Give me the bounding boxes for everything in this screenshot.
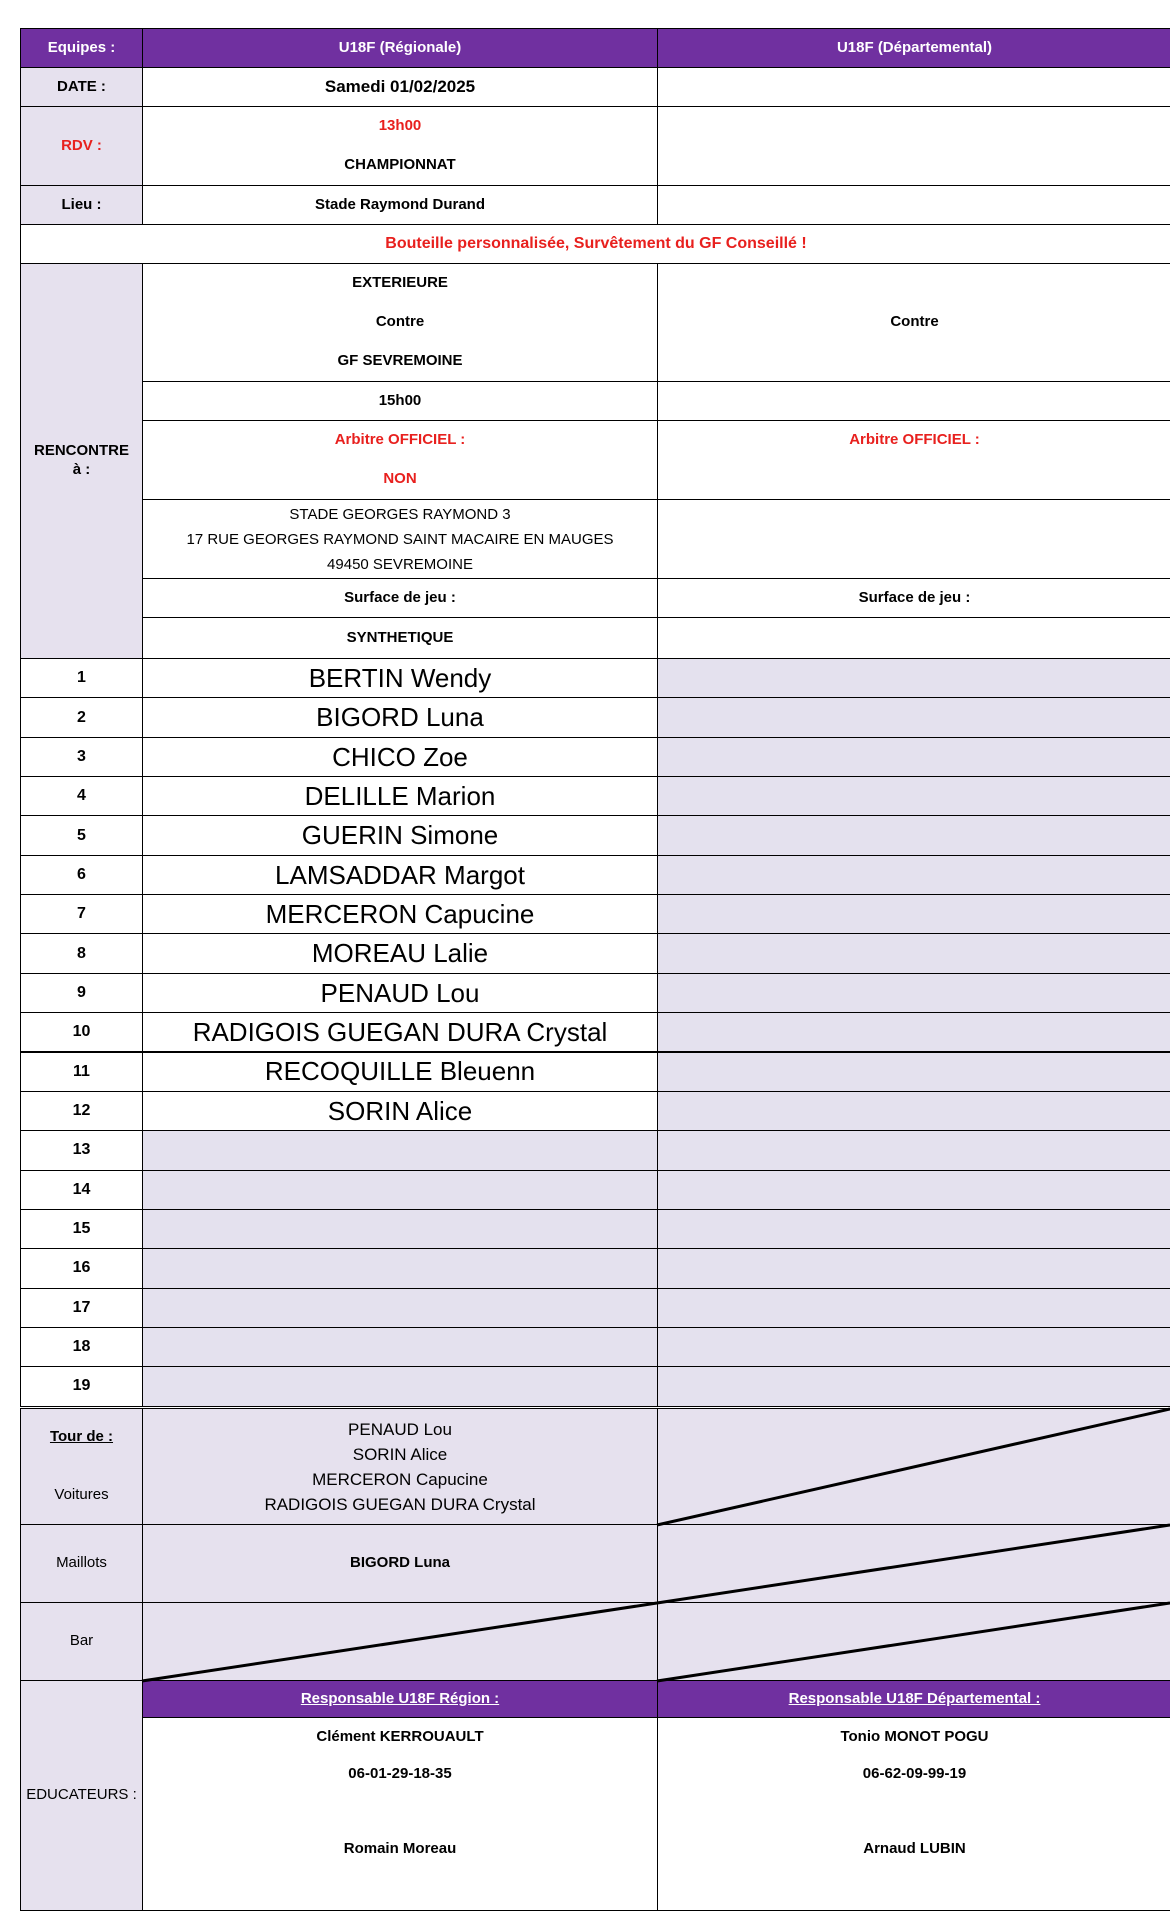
rdv-time: 13h00 (378, 117, 422, 135)
equipes-label: Equipes : (20, 28, 143, 68)
rdv-label: RDV : (20, 106, 143, 186)
player-team2-slot (657, 894, 1170, 934)
date-label: DATE : (20, 67, 143, 107)
coach-phone-team1: 06-01-29-18-35 (348, 1764, 452, 1782)
tour-label: Tour de : (49, 1428, 114, 1446)
player-number: 12 (20, 1091, 143, 1131)
voiture-driver-1: PENAUD Lou (348, 1419, 452, 1439)
rdv-team2 (657, 106, 1170, 186)
player-team2-slot (657, 1327, 1170, 1367)
match-time-team2 (657, 381, 1170, 421)
player-name (142, 1209, 658, 1249)
maillots-value: BIGORD Luna (142, 1524, 658, 1603)
player-team2-slot (657, 1366, 1170, 1406)
surface-label-team2: Surface de jeu : (657, 578, 1170, 618)
player-team2-slot (657, 776, 1170, 816)
player-name: PENAUD Lou (142, 973, 658, 1013)
voitures-team2 (657, 1408, 1170, 1525)
player-team2-slot (657, 1209, 1170, 1249)
voitures-list (142, 1408, 658, 1525)
address-line-2: 17 RUE GEORGES RAYMOND SAINT MACAIRE EN MAUGES (186, 530, 614, 548)
player-team2-slot (657, 973, 1170, 1013)
player-number: 3 (20, 737, 143, 777)
player-team2-slot (657, 658, 1170, 698)
player-number: 18 (20, 1327, 143, 1367)
player-name: MOREAU Lalie (142, 933, 658, 973)
bar-team2 (657, 1602, 1170, 1681)
rdv-type: CHAMPIONNAT (344, 156, 456, 174)
player-team2-slot (657, 1170, 1170, 1210)
player-number: 11 (20, 1052, 143, 1092)
player-name: SORIN Alice (142, 1091, 658, 1131)
voiture-driver-3: MERCERON Capucine (312, 1469, 488, 1489)
player-team2-slot (657, 1130, 1170, 1170)
team1-header: U18F (Régionale) (142, 28, 658, 68)
player-team2-slot (657, 1091, 1170, 1131)
maillots-team2 (657, 1524, 1170, 1603)
coach1-team2: Tonio MONOT POGU (840, 1728, 989, 1745)
player-number: 6 (20, 855, 143, 895)
address-line-3: 49450 SEVREMOINE (327, 555, 473, 573)
player-name (142, 1327, 658, 1367)
lieu-label: Lieu : (20, 185, 143, 225)
player-number: 15 (20, 1209, 143, 1249)
coach1-team1: Clément KERROUAULT (316, 1728, 484, 1745)
arbitre-label-team1: Arbitre OFFICIEL : (334, 431, 466, 449)
educateurs-team1 (142, 1717, 658, 1911)
match-time: 15h00 (142, 381, 658, 421)
tour-label-cell (20, 1408, 143, 1525)
player-name (142, 1130, 658, 1170)
player-name: CHICO Zoe (142, 737, 658, 777)
player-name: GUERIN Simone (142, 815, 658, 855)
date-team1: Samedi 01/02/2025 (142, 67, 658, 107)
bar-team1 (142, 1602, 658, 1681)
rencontre-label-text: RENCONTRE à : (33, 442, 129, 478)
player-number: 1 (20, 658, 143, 698)
player-number: 17 (20, 1288, 143, 1328)
arbitre-value-team1: NON (383, 470, 417, 488)
player-name: RADIGOIS GUEGAN DURA Crystal (142, 1012, 658, 1052)
player-name (142, 1170, 658, 1210)
player-name (142, 1248, 658, 1288)
player-number: 7 (20, 894, 143, 934)
contre-label-team2: Contre (657, 263, 1170, 382)
player-name: RECOQUILLE Bleuenn (142, 1052, 658, 1092)
contre-label-team1: Contre (375, 313, 425, 331)
responsable-region-title: Responsable U18F Région : (142, 1680, 658, 1718)
player-number: 14 (20, 1170, 143, 1210)
arbitre-team1 (142, 420, 658, 500)
player-team2-slot (657, 1248, 1170, 1288)
educateurs-team2 (657, 1717, 1170, 1911)
surface-value-team1: SYNTHETIQUE (142, 617, 658, 659)
player-number: 10 (20, 1012, 143, 1052)
match-address (142, 499, 658, 579)
player-name: MERCERON Capucine (142, 894, 658, 934)
arbitre-team2 (657, 420, 1170, 500)
player-name: BIGORD Luna (142, 697, 658, 737)
player-team2-slot (657, 815, 1170, 855)
venue-type: EXTERIEURE (352, 274, 448, 292)
responsable-departemental-title: Responsable U18F Départemental : (657, 1680, 1170, 1718)
player-name (142, 1366, 658, 1406)
opponent-name: GF SEVREMOINE (337, 352, 463, 370)
team-sheet (20, 28, 1170, 1911)
player-number: 8 (20, 933, 143, 973)
coach2-team1: Romain Moreau (343, 1839, 457, 1857)
player-number: 5 (20, 815, 143, 855)
lieu-team1: Stade Raymond Durand (142, 185, 658, 225)
educateurs-label: EDUCATEURS : (20, 1680, 143, 1911)
player-name (142, 1288, 658, 1328)
address-team2 (657, 499, 1170, 579)
address-line-1: STADE GEORGES RAYMOND 3 (289, 505, 511, 523)
player-name: DELILLE Marion (142, 776, 658, 816)
rdv-team1 (142, 106, 658, 186)
player-number: 13 (20, 1130, 143, 1170)
date-team2 (657, 67, 1170, 107)
player-number: 16 (20, 1248, 143, 1288)
player-number: 9 (20, 973, 143, 1013)
player-team2-slot (657, 1052, 1170, 1092)
player-number: 2 (20, 697, 143, 737)
lieu-team2 (657, 185, 1170, 225)
rencontre-label (20, 263, 143, 659)
player-number: 19 (20, 1366, 143, 1406)
bar-label: Bar (20, 1602, 143, 1681)
player-team2-slot (657, 737, 1170, 777)
surface-value-team2 (657, 617, 1170, 659)
player-number: 4 (20, 776, 143, 816)
player-team2-slot (657, 697, 1170, 737)
player-team2-slot (657, 1012, 1170, 1052)
coach-phone-team2: 06-62-09-99-19 (862, 1764, 967, 1782)
maillots-label: Maillots (20, 1524, 143, 1603)
player-name: LAMSADDAR Margot (142, 855, 658, 895)
surface-label-team1: Surface de jeu : (142, 578, 658, 618)
player-team2-slot (657, 1288, 1170, 1328)
player-team2-slot (657, 933, 1170, 973)
team2-header: U18F (Départemental) (657, 28, 1170, 68)
arbitre-label-team2: Arbitre OFFICIEL : (849, 431, 980, 448)
coach2-team2: Arnaud LUBIN (863, 1839, 966, 1857)
player-team2-slot (657, 855, 1170, 895)
player-name: BERTIN Wendy (142, 658, 658, 698)
voiture-driver-2: SORIN Alice (352, 1444, 448, 1464)
voiture-driver-4: RADIGOIS GUEGAN DURA Crystal (264, 1494, 536, 1514)
opponent-block (142, 263, 658, 382)
notice-banner: Bouteille personnalisée, Survêtement du GF Conseillé ! (20, 224, 1170, 264)
voitures-label: Voitures (54, 1485, 109, 1503)
